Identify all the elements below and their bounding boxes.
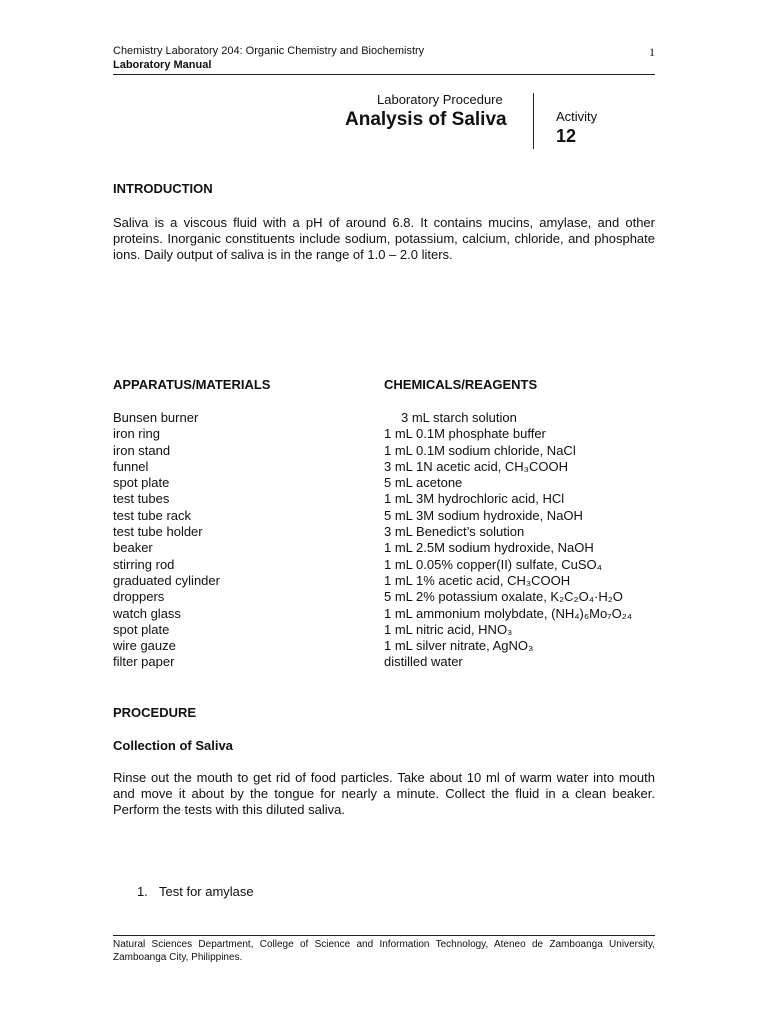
introduction-heading: INTRODUCTION	[113, 181, 213, 196]
list-item: 3 mL Benedict’s solution	[384, 524, 525, 540]
procedure-label: Laboratory Procedure	[377, 92, 503, 107]
list-item: 5 mL 3M sodium hydroxide, NaOH	[384, 507, 583, 523]
course-title: Chemistry Laboratory 204: Organic Chemistry and Biochemistry	[113, 45, 425, 57]
page-title: Analysis of Saliva	[345, 109, 507, 130]
list-item: watch glass	[113, 605, 181, 621]
list-item: 1 mL 0.1M phosphate buffer	[384, 426, 546, 442]
page-number: 1	[649, 45, 655, 59]
list-item: 1 mL 0.1M sodium chloride, NaCl	[384, 442, 576, 458]
procedure-step	[137, 884, 254, 899]
list-item: droppers	[113, 589, 165, 605]
list-item: 1 mL 3M hydrochloric acid, HCl	[384, 491, 565, 507]
list-item: spot plate	[113, 475, 170, 491]
list-item: beaker	[113, 540, 153, 556]
list-item: 3 mL 1N acetic acid, CH₃COOH	[384, 458, 568, 474]
list-item: test tube rack	[113, 507, 192, 523]
apparatus-heading: APPARATUS/MATERIALS	[113, 377, 271, 392]
list-item: stirring rod	[113, 556, 175, 572]
manual-label: Laboratory Manual	[113, 59, 212, 71]
activity-number: 12	[556, 126, 577, 146]
list-item: distilled water	[384, 654, 463, 670]
step-number: 1.	[137, 884, 148, 899]
list-item: test tube holder	[113, 524, 203, 540]
list-item: 1 mL 0.05% copper(II) sulfate, CuSO₄	[384, 556, 602, 572]
chemicals-list	[384, 410, 632, 671]
introduction-text: Saliva is a viscous fluid with a pH of around 6.8. It contains mucins, amylase, and other proteins. Inorganic constituents include sodium, potassium, calcium, chloride, and phosphate ions. Daily output of saliva is in the range of 1.0 – 2.0 liters.	[113, 215, 655, 262]
list-item: 1 mL 1% acetic acid, CH₃COOH	[384, 572, 571, 588]
procedure-subheading: Collection of Saliva	[113, 738, 233, 753]
procedure-text: Rinse out the mouth to get rid of food particles. Take about 10 ml of warm water into mouth and move it about by the tongue for nearly a minute. Collect the fluid in a clean beaker. Perform the tests with this diluted saliva.	[113, 770, 655, 817]
list-item: test tubes	[113, 491, 170, 507]
list-item: iron stand	[113, 442, 171, 458]
footer-rule	[113, 935, 655, 936]
step-label: Test for amylase	[159, 884, 254, 899]
list-item: funnel	[113, 458, 149, 474]
list-item: Bunsen burner	[113, 410, 199, 425]
list-item: 1 mL ammonium molybdate, (NH₄)₆Mo₇O₂₄	[384, 605, 633, 621]
procedure-heading: PROCEDURE	[113, 705, 197, 720]
list-item: iron ring	[113, 426, 160, 442]
footer-text: Natural Sciences Department, College of Science and Information Technology, Ateneo de Zamboanga University, Zamboanga City, Philippines.	[113, 939, 655, 963]
header-rule	[113, 74, 655, 75]
list-item: 3 mL starch solution	[401, 410, 517, 425]
list-item: 1 mL 2.5M sodium hydroxide, NaOH	[384, 540, 594, 556]
activity-label: Activity	[556, 109, 598, 124]
list-item: spot plate	[113, 621, 170, 637]
list-item: 5 mL 2% potassium oxalate, K₂C₂O₄·H₂O	[384, 589, 623, 605]
chemicals-heading: CHEMICALS/REAGENTS	[384, 377, 538, 392]
list-item: 5 mL acetone	[384, 475, 463, 491]
list-item: 1 mL silver nitrate, AgNO₃	[384, 638, 534, 654]
list-item: 1 mL nitric acid, HNO₃	[384, 621, 513, 637]
title-divider	[533, 93, 534, 149]
list-item: wire gauze	[113, 638, 176, 654]
apparatus-list	[113, 410, 220, 671]
list-item: graduated cylinder	[113, 572, 220, 588]
list-item: filter paper	[113, 654, 175, 670]
